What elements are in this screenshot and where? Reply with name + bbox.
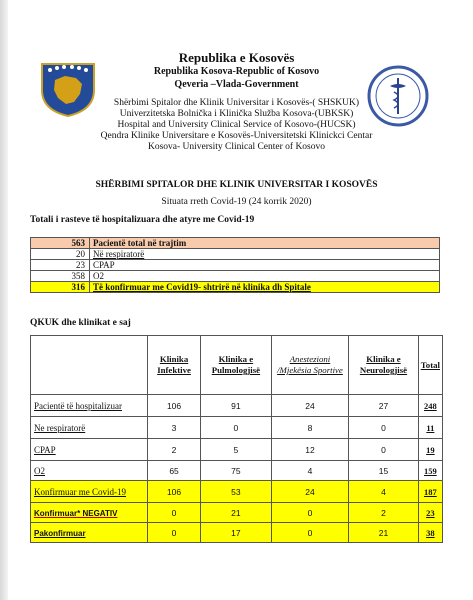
table-cell: 0	[271, 523, 349, 543]
table-cell: 21	[349, 523, 418, 543]
table-cell: 4	[349, 481, 418, 503]
table-row	[31, 395, 443, 417]
table-cell: 106	[148, 395, 201, 417]
table-cell: 65	[148, 461, 201, 481]
table-row	[31, 461, 443, 481]
row-total: 187	[418, 481, 442, 503]
table-cell: 3	[148, 417, 201, 439]
table-row	[31, 481, 443, 503]
medical-emblem-logo	[366, 64, 430, 128]
column-header-label: Total	[420, 359, 440, 370]
table-cell: 0	[148, 523, 201, 543]
column-header	[271, 336, 349, 395]
row-label-text: Pacientë të hospitalizuar	[34, 400, 122, 411]
row-label	[31, 503, 148, 523]
row-total: 23	[418, 503, 442, 523]
corner-cell	[31, 336, 148, 395]
table-cell: 75	[201, 461, 272, 481]
column-header	[148, 336, 201, 395]
table-row	[31, 271, 440, 282]
column-header	[201, 336, 272, 395]
row-label	[31, 461, 148, 481]
table-cell: 12	[271, 439, 349, 461]
table-header-row	[31, 336, 443, 395]
row-label-text: Ne respiratorë	[34, 422, 86, 433]
row-label-text: CPAP	[34, 444, 56, 455]
total-label: O2	[90, 271, 440, 282]
row-total: 11	[418, 417, 442, 439]
clinics-table	[30, 335, 443, 543]
column-header-label: Klinika e Pulmologjisë	[211, 354, 261, 375]
header-line: Hospital and University Clinical Service of Kosovo-(HUCSK)	[117, 120, 356, 130]
column-header	[349, 336, 418, 395]
table-cell: 27	[349, 395, 418, 417]
row-total: 159	[418, 461, 442, 481]
header-line: Shërbimi Spitalor dhe Klinik Universitar i Kosovës-( SHSKUK)	[113, 98, 360, 108]
table-cell: 91	[201, 395, 272, 417]
table-cell: 5	[201, 439, 272, 461]
situation-date: Situata rreth Covid-19 (24 korrik 2020)	[161, 197, 312, 207]
row-label	[31, 439, 148, 461]
table-cell: 24	[271, 395, 349, 417]
row-total: 248	[418, 395, 442, 417]
clinics-heading: QKUK dhe klinikat e saj	[30, 318, 131, 328]
header-line: Kosova- University Clinical Center of Kosovo	[147, 142, 326, 152]
document-heading: SHËRBIMI SPITALOR DHE KLINIK UNIVERSITAR I KOSOVËS	[95, 180, 378, 190]
totals-heading: Totali i rasteve të hospitalizuara dhe atyre me Covid-19	[30, 215, 255, 225]
table-cell: 21	[201, 503, 272, 523]
row-label-text: Konfirmuar* NEGATIV	[34, 508, 118, 518]
table-row	[31, 417, 443, 439]
table-cell: 0	[148, 503, 201, 523]
table-row	[31, 439, 443, 461]
row-label	[31, 395, 148, 417]
header-line: Qendra Klinike Universitare e Kosovës-Universitetski Klinickci Centar	[100, 131, 373, 141]
totals-table	[30, 237, 440, 293]
column-header-label: Klinika Infektive	[157, 354, 191, 375]
header-subtitle: Republika Kosova-Republic of Kosovo	[153, 66, 320, 77]
total-label: Në respiratorë	[90, 249, 440, 260]
table-cell: 106	[148, 481, 201, 503]
total-label: Të konfirmuar me Covid19- shtrirë në klinika dh Spitale	[90, 282, 440, 293]
column-header-label: Anestezioni /Mjekësia Sportive	[277, 354, 343, 375]
total-value: 316	[31, 282, 90, 293]
table-cell: 24	[271, 481, 349, 503]
header-line: Univerzitetska Bolnička i Klinička Služba Kosova-(UBKSK)	[119, 109, 354, 119]
row-label-text: Pakonfirmuar	[34, 528, 86, 538]
table-row	[31, 523, 443, 543]
table-cell: 2	[148, 439, 201, 461]
total-value: 563	[31, 238, 90, 249]
header-government: Qeveria –Vlada-Government	[174, 79, 299, 90]
page-fold-shadow	[0, 0, 8, 600]
row-label	[31, 523, 148, 543]
header-title: Republika e Kosovës	[178, 50, 295, 65]
total-value: 358	[31, 271, 90, 282]
table-cell: 0	[201, 417, 272, 439]
table-row	[31, 249, 440, 260]
table-cell: 4	[271, 461, 349, 481]
total-label: CPAP	[90, 260, 440, 271]
row-total: 38	[418, 523, 442, 543]
column-header-label: Klinika e Neurologjisë	[359, 354, 408, 375]
table-cell: 0	[271, 503, 349, 523]
table-cell: 0	[349, 439, 418, 461]
row-label-text: Konfirmuar me Covid-19	[34, 486, 126, 497]
table-row	[31, 260, 440, 271]
total-value: 23	[31, 260, 90, 271]
column-header	[418, 336, 442, 395]
row-label	[31, 417, 148, 439]
total-value: 20	[31, 249, 90, 260]
table-cell: 0	[349, 417, 418, 439]
row-total: 19	[418, 439, 442, 461]
total-label: Pacientë total në trajtim	[90, 238, 440, 249]
table-cell: 53	[201, 481, 272, 503]
table-cell: 17	[201, 523, 272, 543]
table-cell: 2	[349, 503, 418, 523]
table-row	[31, 503, 443, 523]
table-row	[31, 282, 440, 293]
row-label-text: O2	[34, 465, 45, 476]
table-cell: 15	[349, 461, 418, 481]
row-label	[31, 481, 148, 503]
table-row	[31, 238, 440, 249]
table-cell: 8	[271, 417, 349, 439]
